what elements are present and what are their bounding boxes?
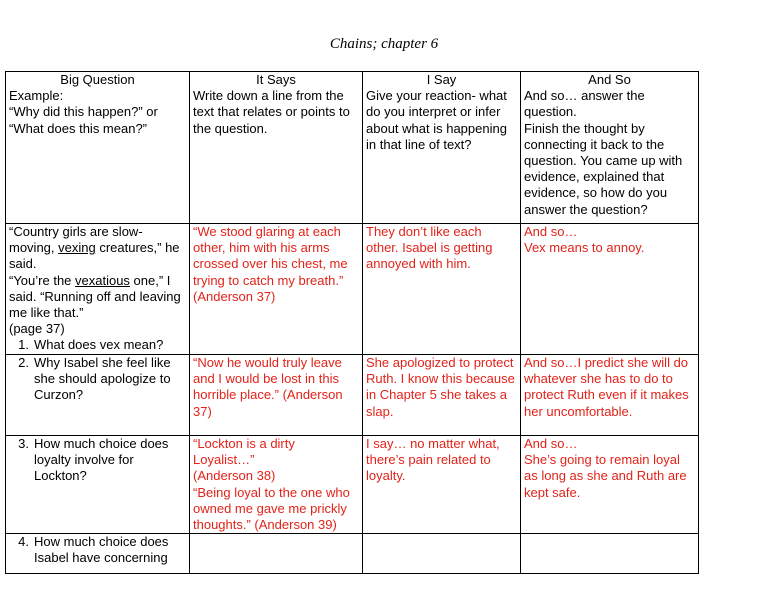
question-item	[9, 337, 186, 353]
cell-big-question-example	[6, 72, 190, 224]
cell-text: Finish the thought by	[524, 120, 645, 136]
cell-text: They don’t like each	[366, 224, 482, 239]
cell-text: question.	[524, 104, 577, 120]
quote-line: moving, vexing creatures,” he	[9, 240, 180, 256]
cell-text: horrible place.” (Anderson	[193, 387, 343, 403]
question-number: 1.	[18, 337, 29, 353]
cell-text: thoughts.” (Anderson 39)	[193, 517, 337, 533]
cell-text: about what is happening	[366, 120, 507, 136]
cell-text: “Being loyal to the one who	[193, 484, 350, 500]
question-number: 2.	[18, 355, 29, 370]
cell-text: question. You came up with	[524, 153, 683, 169]
cell-big-question	[6, 224, 190, 355]
cell-text: (Anderson 37)	[193, 288, 276, 304]
table-row	[6, 355, 699, 436]
quote-line: said.	[9, 256, 37, 272]
cell-text: there’s pain related to	[366, 452, 491, 468]
question-item	[9, 355, 186, 404]
cell-text: Example:	[9, 88, 64, 104]
table-row	[6, 534, 699, 574]
underlined-word-vexing: vexing	[58, 240, 96, 256]
question-text: How much choice does	[34, 534, 169, 550]
cell-text: kept safe.	[524, 484, 581, 500]
cell-and-so	[521, 355, 699, 436]
cell-text: “Now he would truly leave	[193, 355, 342, 370]
cell-big-question	[6, 436, 190, 534]
question-text: she should apologize to	[34, 371, 171, 387]
header-big-question: Big Question	[60, 72, 135, 87]
question-text: loyalty involve for	[34, 452, 134, 468]
cell-i-say-example	[363, 72, 521, 224]
cell-text: Ruth. I know this because	[366, 371, 515, 387]
cell-text: slap.	[366, 403, 394, 419]
cell-text: as long as she and Ruth are	[524, 468, 687, 484]
cell-it-says-example	[190, 72, 363, 224]
cell-text: She’s going to remain loyal	[524, 452, 680, 468]
underlined-word-vexatious: vexatious	[75, 272, 130, 288]
question-number: 3.	[18, 436, 29, 451]
cell-big-question	[6, 355, 190, 436]
question-number: 4.	[18, 534, 29, 550]
cell-i-say	[363, 436, 521, 534]
cell-text: “Why did this happen?” or	[9, 104, 158, 120]
cell-text: trying to catch my breath.”	[193, 272, 344, 288]
cell-text: annoyed with him.	[366, 256, 471, 272]
quote-line: said. “Running off and leaving	[9, 288, 181, 304]
cell-text: loyalty.	[366, 468, 406, 484]
cell-text: evidence, explained that	[524, 169, 665, 185]
cell-text: And so…	[524, 436, 578, 451]
cell-text: And so… answer the	[524, 88, 645, 104]
cell-text: text that relates or points to	[193, 104, 350, 120]
cell-text: and I would be lost in this	[193, 371, 339, 387]
header-i-say: I Say	[426, 72, 457, 87]
quote-line: “Country girls are slow-	[9, 224, 143, 239]
cell-text: Write down a line from the	[193, 88, 344, 104]
cell-it-says	[190, 534, 363, 574]
cell-text: her uncomfortable.	[524, 403, 633, 419]
question-text: Isabel have concerning	[34, 550, 168, 566]
cell-text: “What does this mean?”	[9, 120, 148, 136]
header-it-says: It Says	[256, 72, 296, 87]
quote-line: me like that.”	[9, 305, 84, 321]
cell-text: (Anderson 38)	[193, 468, 276, 484]
cell-it-says	[190, 224, 363, 355]
cell-and-so	[521, 436, 699, 534]
cell-text: connecting it back to the	[524, 136, 665, 152]
cell-text: Vex means to annoy.	[524, 240, 645, 256]
cell-i-say	[363, 355, 521, 436]
cell-text: other, him with his arms	[193, 240, 330, 256]
cell-and-so-example	[521, 72, 699, 224]
cell-and-so	[521, 224, 699, 355]
big-question-table	[5, 71, 699, 574]
cell-big-question	[6, 534, 190, 574]
cell-text: She apologized to protect	[366, 355, 514, 370]
cell-text: do you interpret or infer	[366, 104, 501, 120]
cell-text: in that line of text?	[366, 136, 472, 152]
cell-text: And so…	[524, 224, 578, 239]
cell-text: evidence, so how do you	[524, 185, 668, 201]
question-text: Why Isabel she feel like	[34, 355, 171, 370]
question-text: How much choice does	[34, 436, 169, 451]
cell-and-so	[521, 534, 699, 574]
cell-text: Give your reaction- what	[366, 88, 507, 104]
cell-text: answer the question?	[524, 201, 648, 217]
cell-it-says	[190, 436, 363, 534]
table-row	[6, 224, 699, 355]
question-text: Curzon?	[34, 387, 84, 403]
cell-i-say	[363, 534, 521, 574]
quote-line: “You’re the vexatious one,” I	[9, 272, 171, 288]
cell-text: I say… no matter what,	[366, 436, 500, 451]
table-row	[6, 436, 699, 534]
quote-line: (page 37)	[9, 321, 65, 337]
question-item	[9, 436, 186, 485]
cell-it-says	[190, 355, 363, 436]
cell-text: “Lockton is a dirty Loyalist…”	[193, 436, 295, 468]
document-title: Chains; chapter 6	[329, 36, 439, 52]
cell-text: owned me gave me prickly	[193, 500, 347, 516]
cell-text: whatever she has to do to	[524, 371, 673, 387]
cell-text: “We stood glaring at each	[193, 224, 341, 239]
cell-text: in Chapter 5 she takes a	[366, 387, 507, 403]
question-text: Lockton?	[34, 468, 87, 484]
cell-i-say	[363, 224, 521, 355]
cell-text: other. Isabel is getting	[366, 240, 493, 256]
question-text: What does vex mean?	[34, 337, 164, 353]
table-row	[6, 72, 699, 224]
cell-text: crossed over his chest, me	[193, 256, 348, 272]
header-and-so: And So	[588, 72, 631, 87]
cell-text: And so…I predict she will do	[524, 355, 689, 370]
cell-text: protect Ruth even if it makes	[524, 387, 689, 403]
cell-text: 37)	[193, 403, 212, 419]
question-item	[9, 534, 186, 566]
cell-text: the question.	[193, 120, 268, 136]
